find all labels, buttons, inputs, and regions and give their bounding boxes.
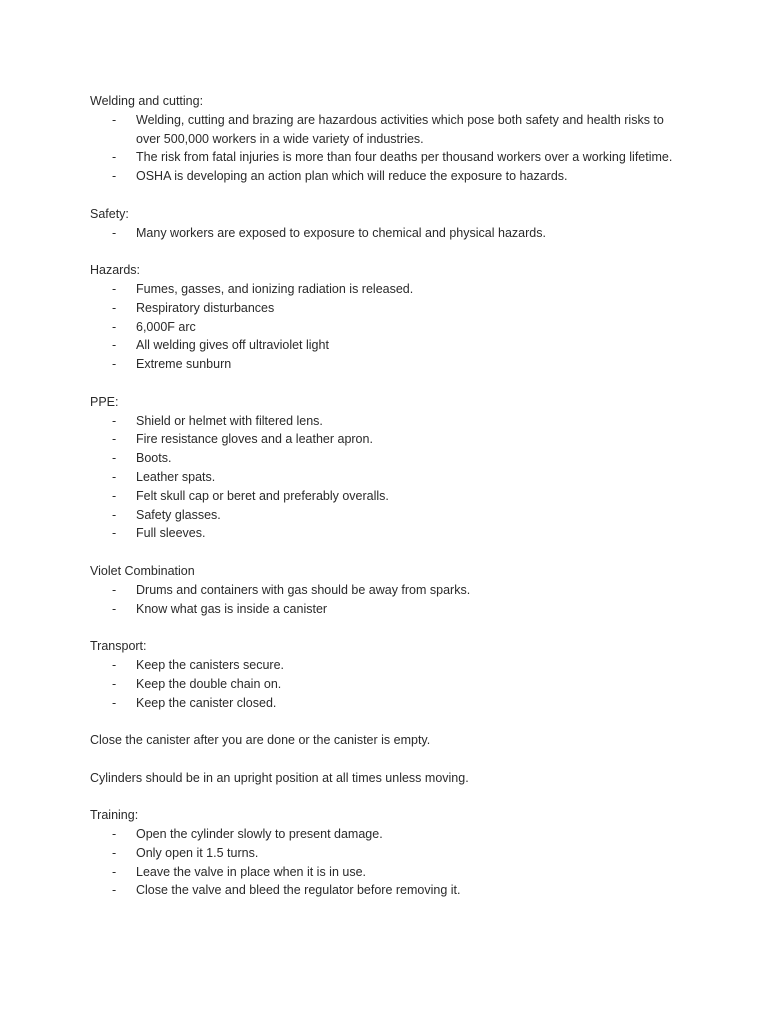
paragraph: Cylinders should be in an upright position at all times unless moving. xyxy=(90,770,469,785)
list-item-text: Know what gas is inside a canister xyxy=(136,601,328,616)
spacer xyxy=(90,618,690,637)
list-item-text: Keep the double chain on. xyxy=(136,676,282,691)
section-heading: Safety: xyxy=(90,206,129,221)
paragraph: Close the canister after you are done or the canister is empty. xyxy=(90,733,431,748)
list-item xyxy=(90,844,690,863)
dash-bullet: - xyxy=(112,827,117,842)
list-item-text: Fire resistance gloves and a leather apron. xyxy=(136,432,373,447)
list-item-text: Respiratory disturbances xyxy=(136,300,275,315)
dash-bullet: - xyxy=(112,657,117,672)
list-item-text: Full sleeves. xyxy=(136,526,206,541)
list-item-text: Keep the canisters secure. xyxy=(136,657,284,672)
list-item-text: Open the cylinder slowly to present damage. xyxy=(136,827,383,842)
list-item-text: 6,000F arc xyxy=(136,319,196,334)
list-item xyxy=(90,412,690,431)
list-item xyxy=(90,487,690,506)
dash-bullet: - xyxy=(112,413,117,428)
list-item-text: Boots. xyxy=(136,451,172,466)
spacer xyxy=(90,712,690,731)
list-item xyxy=(90,111,690,149)
list-item xyxy=(90,224,690,243)
spacer xyxy=(90,750,690,769)
list-item-text: Leave the valve in place when it is in use. xyxy=(136,864,366,879)
dash-bullet: - xyxy=(112,225,117,240)
dash-bullet: - xyxy=(112,676,117,691)
bullet-list xyxy=(90,825,690,900)
list-item xyxy=(90,524,690,543)
bullet-list xyxy=(90,111,690,186)
dash-bullet: - xyxy=(112,169,117,184)
dash-bullet: - xyxy=(112,526,117,541)
list-item xyxy=(90,656,690,675)
section-heading: Training: xyxy=(90,808,139,823)
list-item-text: Safety glasses. xyxy=(136,507,221,522)
list-item xyxy=(90,600,690,619)
list-item xyxy=(90,694,690,713)
section-heading: Welding and cutting: xyxy=(90,94,204,108)
list-item xyxy=(90,299,690,318)
list-item-text: Close the valve and bleed the regulator before removing it. xyxy=(136,883,461,898)
dash-bullet: - xyxy=(112,451,117,466)
dash-bullet: - xyxy=(112,338,117,353)
list-item-text: Felt skull cap or beret and preferably overalls. xyxy=(136,488,389,503)
list-item-text: Only open it 1.5 turns. xyxy=(136,845,259,860)
dash-bullet: - xyxy=(112,582,117,597)
list-item xyxy=(90,355,690,374)
list-item xyxy=(90,581,690,600)
list-item xyxy=(90,148,690,167)
list-item xyxy=(90,468,690,487)
section-safety xyxy=(90,205,690,243)
list-item xyxy=(90,167,690,186)
section-hazards xyxy=(90,261,690,374)
spacer xyxy=(90,186,690,205)
list-item-text: Many workers are exposed to exposure to chemical and physical hazards. xyxy=(136,225,546,240)
list-item xyxy=(90,336,690,355)
section-heading: Transport: xyxy=(90,639,147,654)
bullet-list xyxy=(90,581,690,619)
section-training xyxy=(90,806,690,900)
list-item-text: Leather spats. xyxy=(136,469,216,484)
dash-bullet: - xyxy=(112,150,117,165)
document-page xyxy=(90,92,690,900)
dash-bullet: - xyxy=(112,300,117,315)
list-item xyxy=(90,506,690,525)
list-item-text: OSHA is developing an action plan which will reduce the exposure to hazards. xyxy=(136,169,568,184)
bullet-list xyxy=(90,656,690,712)
list-item xyxy=(90,881,690,900)
list-item-text: Fumes, gasses, and ionizing radiation is released. xyxy=(136,281,414,296)
list-item xyxy=(90,825,690,844)
bullet-list xyxy=(90,224,690,243)
dash-bullet: - xyxy=(112,432,117,447)
spacer xyxy=(90,787,690,806)
list-item-text: Welding, cutting and brazing are hazardous activities which pose both safety and health risks to over 500,000 workers in a wide variety of industries. xyxy=(136,112,664,146)
dash-bullet: - xyxy=(112,469,117,484)
dash-bullet: - xyxy=(112,281,117,296)
list-item-text: Shield or helmet with filtered lens. xyxy=(136,413,323,428)
list-item-text: Keep the canister closed. xyxy=(136,695,277,710)
list-item-text: Extreme sunburn xyxy=(136,357,232,372)
dash-bullet: - xyxy=(112,507,117,522)
section-ppe xyxy=(90,393,690,543)
dash-bullet: - xyxy=(112,357,117,372)
section-violet-combination xyxy=(90,562,690,618)
list-item-text: The risk from fatal injuries is more than four deaths per thousand workers over a working lifetime. xyxy=(136,150,673,165)
list-item xyxy=(90,863,690,882)
section-heading: Violet Combination xyxy=(90,563,195,578)
spacer xyxy=(90,543,690,562)
dash-bullet: - xyxy=(112,112,117,127)
list-item-text: All welding gives off ultraviolet light xyxy=(136,338,329,353)
section-welding-and-cutting xyxy=(90,92,690,186)
section-heading: PPE: xyxy=(90,394,119,409)
list-item xyxy=(90,449,690,468)
list-item xyxy=(90,318,690,337)
list-item xyxy=(90,430,690,449)
dash-bullet: - xyxy=(112,601,117,616)
list-item xyxy=(90,675,690,694)
dash-bullet: - xyxy=(112,845,117,860)
dash-bullet: - xyxy=(112,488,117,503)
section-heading: Hazards: xyxy=(90,263,141,278)
bullet-list xyxy=(90,412,690,544)
list-item xyxy=(90,280,690,299)
dash-bullet: - xyxy=(112,864,117,879)
dash-bullet: - xyxy=(112,695,117,710)
dash-bullet: - xyxy=(112,883,117,898)
list-item-text: Drums and containers with gas should be away from sparks. xyxy=(136,582,471,597)
spacer xyxy=(90,242,690,261)
bullet-list xyxy=(90,280,690,374)
section-transport xyxy=(90,637,690,712)
spacer xyxy=(90,374,690,393)
dash-bullet: - xyxy=(112,319,117,334)
